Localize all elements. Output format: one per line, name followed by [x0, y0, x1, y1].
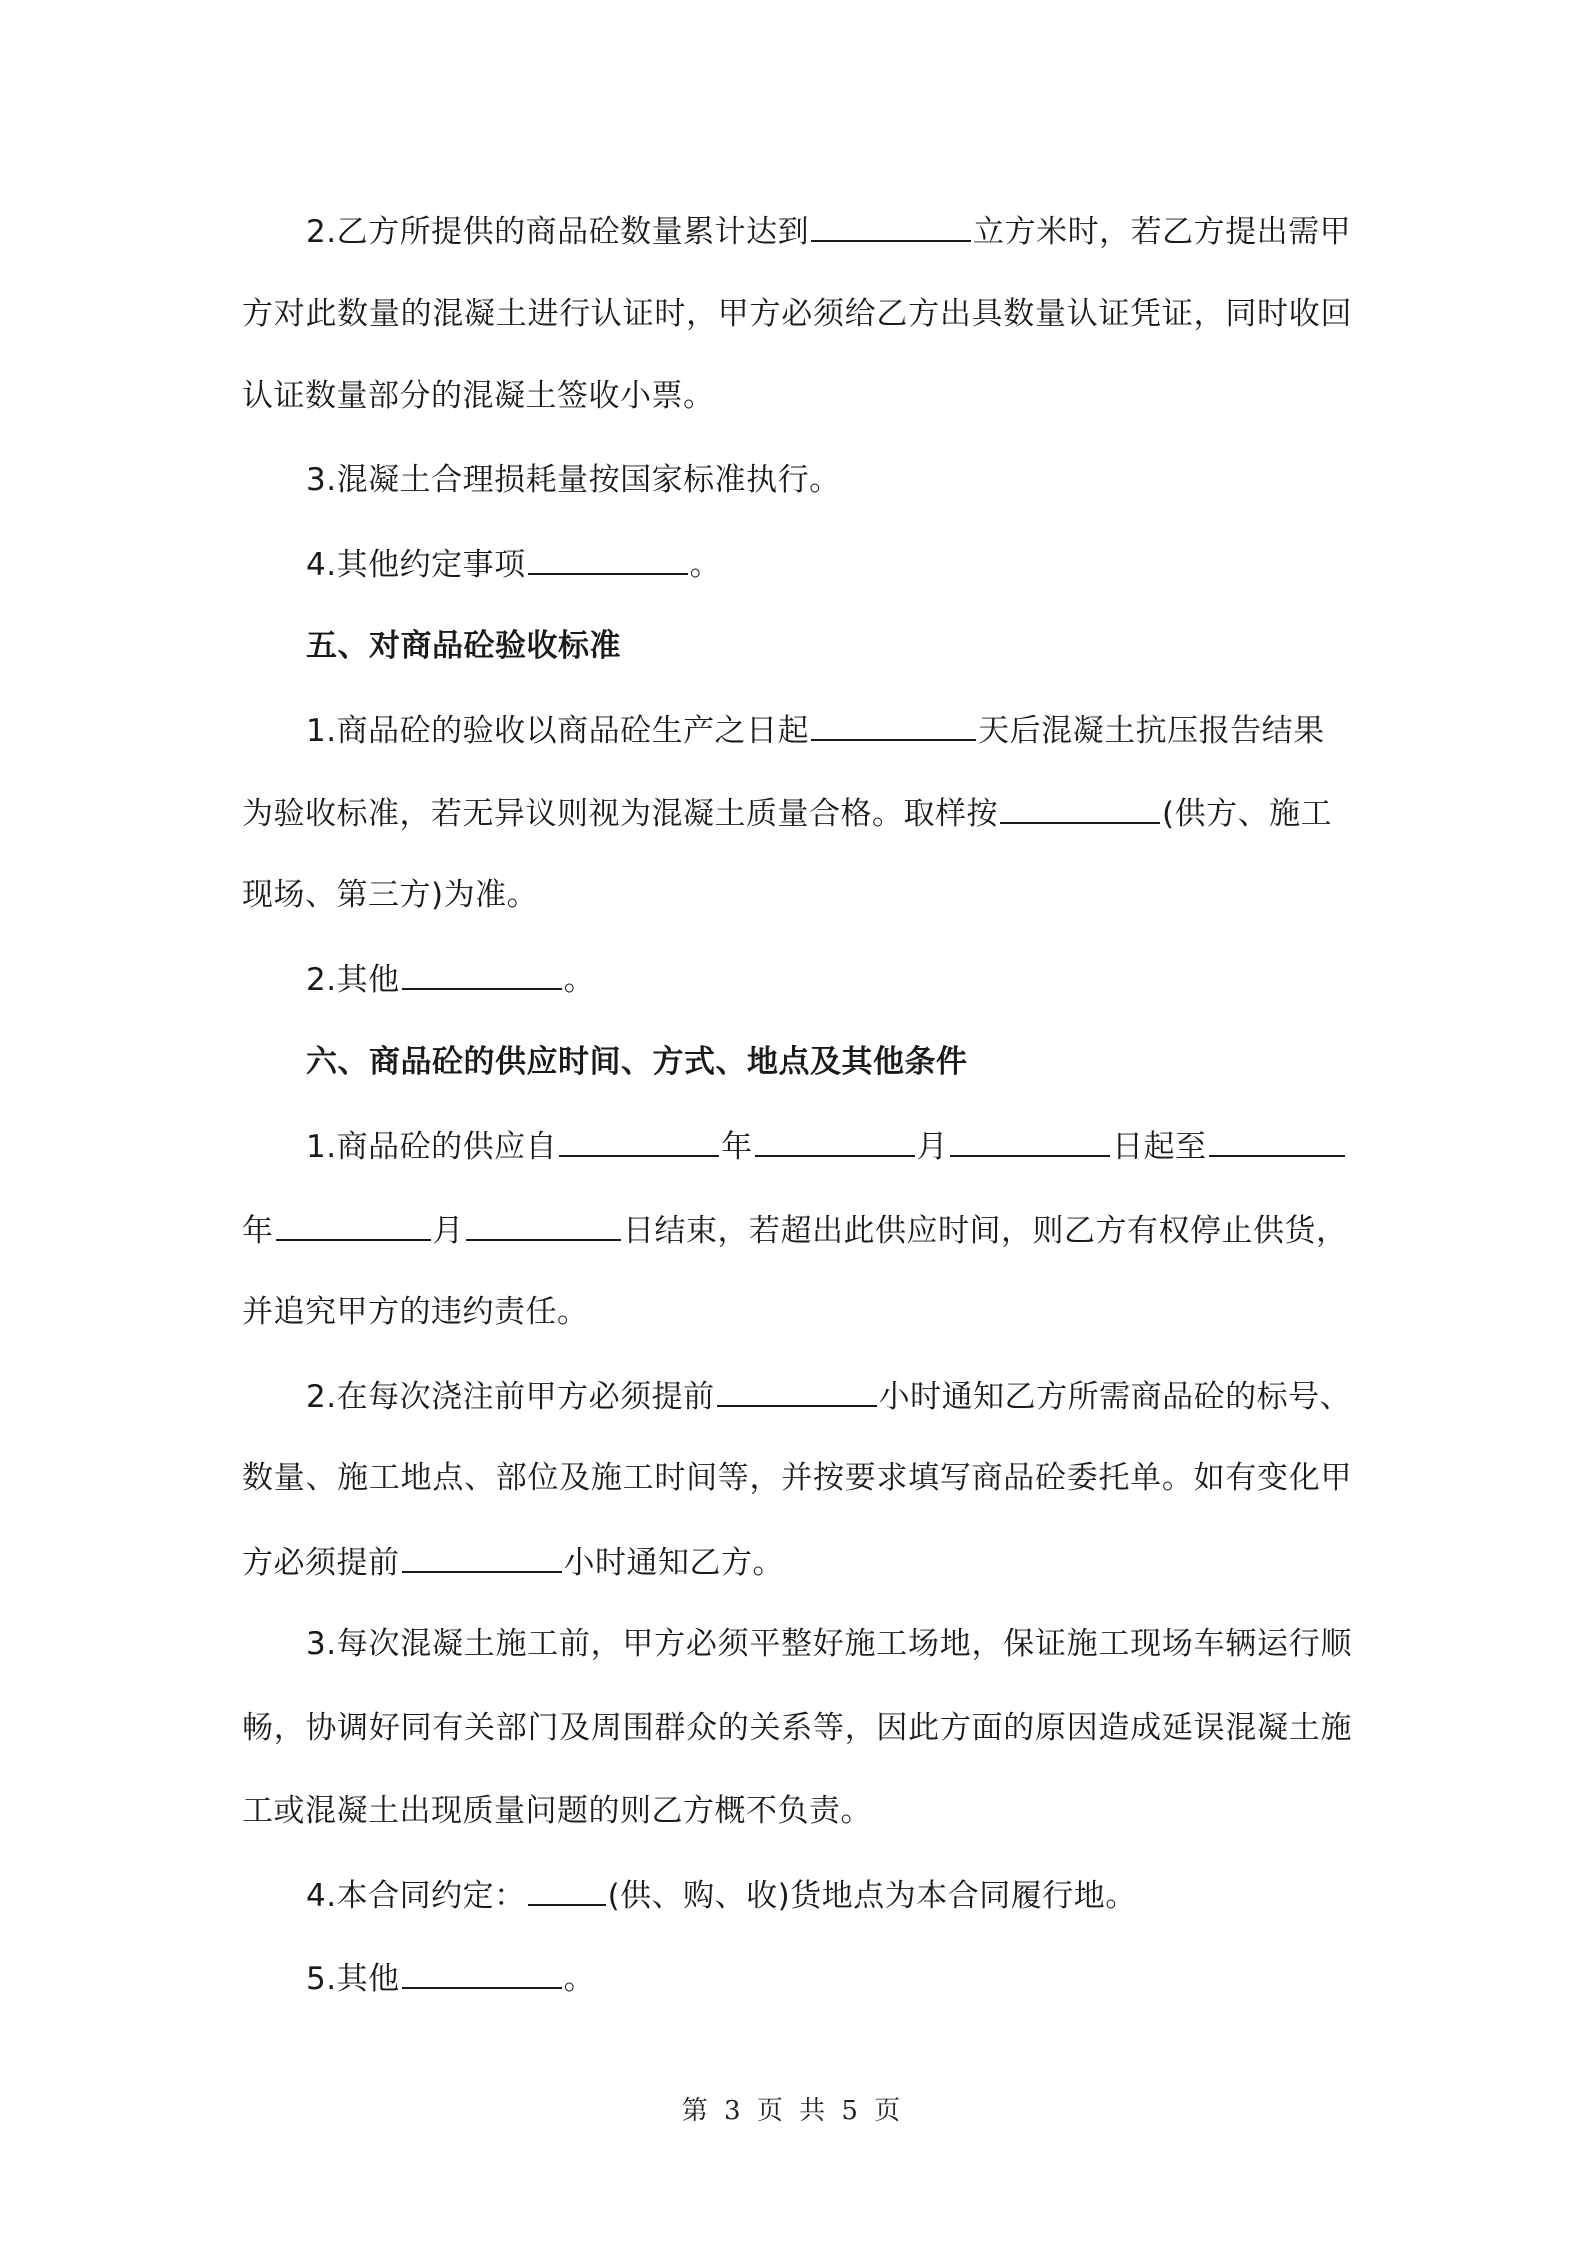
text-segment: 方必须提前 [242, 1545, 400, 1581]
fill-blank [811, 210, 971, 242]
text-segment: 年 [721, 1129, 753, 1165]
text-segment: 月 [916, 1129, 949, 1165]
paragraph-line [306, 1375, 1352, 1415]
fill-blank [1000, 792, 1160, 824]
text-segment: 1.商品砼的供应自 [306, 1129, 558, 1165]
fill-blank [717, 1375, 877, 1407]
text-segment: 为验收标准，若无异议则视为混凝土质量合格。取样按 [242, 796, 998, 832]
fill-blank [402, 958, 562, 990]
text-segment: 4.本合同约定： [306, 1878, 526, 1914]
text-segment: 年 [242, 1213, 274, 1249]
paragraph-line: 畅，协调好同有关部门及周围群众的关系等，因此方面的原因造成延误混凝土施 [242, 1710, 1352, 1746]
paragraph-line: 工或混凝土出现质量问题的则乙方概不负责。 [242, 1793, 872, 1829]
paragraph-line [306, 709, 1352, 749]
fill-blank [559, 1125, 719, 1157]
paragraph-line [306, 1957, 1352, 1997]
text-segment: 日结束，若超出此供应时间，则乙方有权停止供货， [623, 1213, 1348, 1249]
paragraph-line [306, 210, 1352, 250]
page-number-footer: 第 3 页 共 5 页 [681, 2096, 905, 2126]
paragraph-line [306, 543, 1352, 583]
text-segment: 。 [689, 547, 722, 583]
text-segment: 2.乙方所提供的商品砼数量累计达到 [306, 214, 810, 250]
text-segment: 月 [432, 1213, 464, 1249]
fill-blank [528, 1874, 606, 1906]
text-segment: 小时通知乙方所需商品砼的标号、 [878, 1379, 1352, 1415]
text-segment: 立方米时，若乙方提出需甲 [973, 214, 1352, 250]
text-segment: 1.商品砼的验收以商品砼生产之日起 [306, 713, 810, 749]
fill-blank [811, 709, 976, 741]
fill-blank [276, 1209, 431, 1241]
text-segment: 。 [563, 962, 596, 998]
paragraph-line: 方对此数量的混凝土进行认证时，甲方必须给乙方出具数量认证凭证，同时收回 [242, 296, 1352, 332]
fill-blank [950, 1125, 1110, 1157]
paragraph-line [306, 958, 1352, 998]
paragraph-line [242, 792, 1352, 832]
section-heading: 六、商品砼的供应时间、方式、地点及其他条件 [306, 1044, 968, 1080]
fill-blank [466, 1209, 621, 1241]
text-segment: (供、购、收)货地点为本合同履行地。 [607, 1878, 1137, 1914]
paragraph-line [306, 1125, 1352, 1165]
text-segment: 小时通知乙方。 [563, 1545, 784, 1581]
paragraph-line: 3.混凝土合理损耗量按国家标准执行。 [306, 462, 841, 498]
paragraph-line: 认证数量部分的混凝土签收小票。 [242, 378, 715, 414]
text-segment: 。 [563, 1961, 596, 1997]
text-segment: 2.其他 [306, 962, 400, 998]
paragraph-line: 并追究甲方的违约责任。 [242, 1294, 589, 1330]
text-segment: (供方、施工 [1162, 796, 1333, 832]
fill-blank [1209, 1125, 1345, 1157]
paragraph-line [242, 1209, 1352, 1249]
paragraph-line [242, 1541, 1352, 1581]
text-segment: 2.在每次浇注前甲方必须提前 [306, 1379, 715, 1415]
text-segment: 5.其他 [306, 1961, 400, 1997]
section-heading: 五、对商品砼验收标准 [306, 628, 621, 664]
fill-blank [755, 1125, 915, 1157]
paragraph-line: 数量、施工地点、部位及施工时间等，并按要求填写商品砼委托单。如有变化甲 [242, 1460, 1352, 1496]
paragraph-line [306, 1874, 1352, 1914]
fill-blank [528, 543, 688, 575]
fill-blank [402, 1957, 562, 1989]
fill-blank [402, 1541, 562, 1573]
text-segment: 天后混凝土抗压报告结果 [978, 713, 1325, 749]
paragraph-line: 现场、第三方)为准。 [242, 877, 539, 913]
paragraph-line: 3.每次混凝土施工前，甲方必须平整好施工场地，保证施工现场车辆运行顺 [306, 1626, 1352, 1662]
text-segment: 日起至 [1112, 1129, 1207, 1165]
text-segment: 4.其他约定事项 [306, 547, 526, 583]
